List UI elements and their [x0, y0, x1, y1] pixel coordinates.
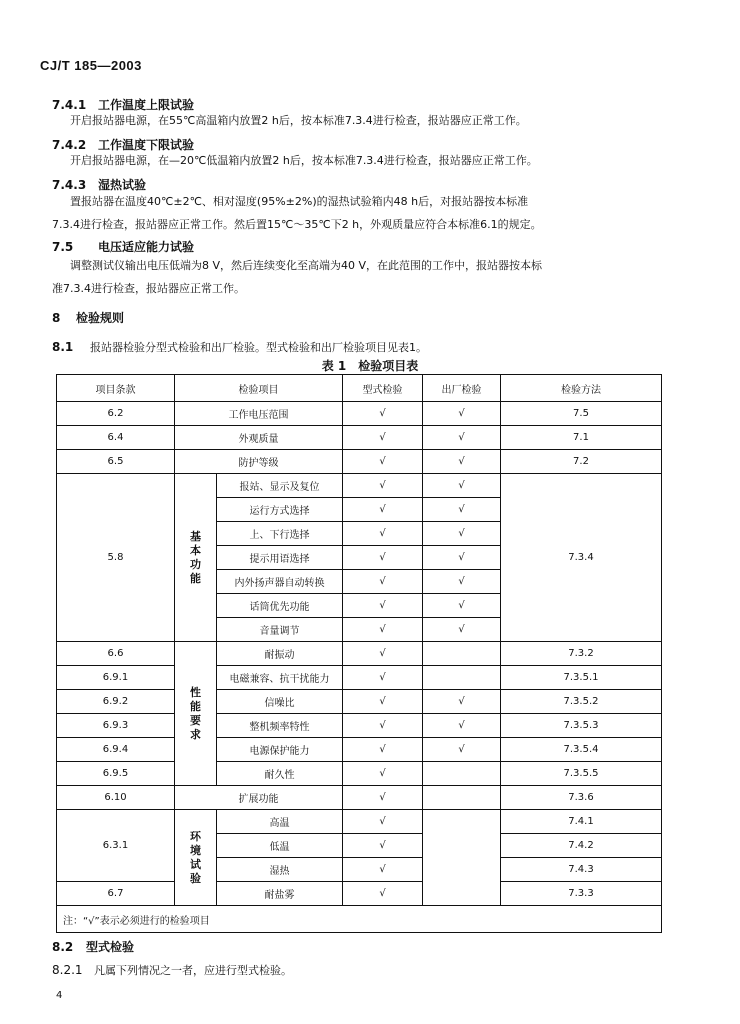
cell-empty [423, 762, 501, 786]
cell-clause: 6.10 [57, 786, 175, 810]
cell-check: √ [423, 402, 501, 426]
paragraph-8-2-1: 8.2.1 凡属下列情况之一者，应进行型式检验。 [52, 963, 292, 977]
cell-check: √ [343, 618, 423, 642]
paragraph-7-4-3-line2: 7.3.4进行检查，报站器应正常工作。然后置15℃～35℃下2 h，外观质量应符合本标准6.1的规定。 [52, 218, 542, 231]
cell-item: 提示用语选择 [217, 546, 343, 570]
paragraph-7-4-2: 开启报站器电源，在—20℃低温箱内放置2 h后，按本标准7.3.4进行检查，报站器应正常工作。 [70, 154, 538, 167]
cell-item: 耐久性 [217, 762, 343, 786]
table-row [57, 666, 662, 690]
table-row [57, 426, 662, 450]
cell-empty [423, 810, 501, 906]
paragraph-7-4-1: 开启报站器电源，在55℃高温箱内放置2 h后，按本标准7.3.4进行检查，报站器应正常工作。 [70, 114, 527, 127]
cell-clause: 6.9.4 [57, 738, 175, 762]
cell-clause: 6.9.3 [57, 714, 175, 738]
cell-method: 7.3.5.3 [501, 714, 662, 738]
paragraph-7-5-line1: 调整测试仪输出电压低端为8 V，然后连续变化至高端为40 V，在此范围的工作中，报站器按本标 [70, 259, 543, 272]
cell-method: 7.4.1 [501, 810, 662, 834]
cell-check: √ [423, 498, 501, 522]
cell-item: 话筒优先功能 [217, 594, 343, 618]
header-type-test: 型式检验 [343, 375, 423, 402]
cell-method: 7.3.5.1 [501, 666, 662, 690]
cell-item: 上、下行选择 [217, 522, 343, 546]
table-row [57, 690, 662, 714]
paragraph-8-1: 8.1 报站器检验分型式检验和出厂检验。型式检验和出厂检验项目见表1。 [52, 340, 427, 354]
cell-check: √ [343, 474, 423, 498]
cell-check: √ [343, 402, 423, 426]
table-row [57, 882, 662, 906]
cell-check: √ [343, 786, 423, 810]
table-caption: 表 1 检验项目表 [321, 359, 419, 373]
table-row [57, 714, 662, 738]
section-heading-7-4-3: 7.4.3 湿热试验 [52, 178, 147, 192]
cell-method: 7.3.4 [501, 474, 662, 642]
header-item: 项目条款 [57, 375, 175, 402]
cell-check: √ [423, 546, 501, 570]
cell-check: √ [423, 618, 501, 642]
cell-check: √ [423, 594, 501, 618]
cell-item: 高温 [217, 810, 343, 834]
inspection-items-table [56, 374, 662, 933]
cell-check: √ [423, 570, 501, 594]
cell-check: √ [343, 714, 423, 738]
cell-check: √ [343, 522, 423, 546]
cell-item: 外观质量 [175, 426, 343, 450]
cell-empty [423, 786, 501, 810]
cell-check: √ [423, 714, 501, 738]
table-header-row [57, 375, 662, 402]
cell-check: √ [343, 810, 423, 834]
cell-item: 电磁兼容、抗干扰能力 [217, 666, 343, 690]
cell-method: 7.5 [501, 402, 662, 426]
cell-clause: 5.8 [57, 474, 175, 642]
cell-method: 7.3.6 [501, 786, 662, 810]
cell-check: √ [423, 474, 501, 498]
cell-clause: 6.9.1 [57, 666, 175, 690]
cell-check: √ [423, 522, 501, 546]
cell-item: 信噪比 [217, 690, 343, 714]
table-row [57, 642, 662, 666]
cell-clause: 6.4 [57, 426, 175, 450]
section-heading-7-4-2: 7.4.2 工作温度下限试验 [52, 138, 195, 152]
section-heading-8: 8 检验规则 [52, 311, 125, 325]
cell-item: 内外扬声器自动转换 [217, 570, 343, 594]
cell-check: √ [423, 426, 501, 450]
table-row [57, 810, 662, 834]
cell-check: √ [343, 882, 423, 906]
cell-item: 工作电压范围 [175, 402, 343, 426]
cell-check: √ [423, 738, 501, 762]
cell-method: 7.3.3 [501, 882, 662, 906]
cell-empty [423, 666, 501, 690]
cell-method: 7.3.5.5 [501, 762, 662, 786]
cell-method: 7.4.2 [501, 834, 662, 858]
paragraph-7-4-3-line1: 置报站器在温度40℃±2℃、相对湿度(95%±2%)的湿热试验箱内48 h后，对报站器按本标准 [70, 195, 529, 208]
cell-method: 7.3.5.4 [501, 738, 662, 762]
cell-clause: 6.7 [57, 882, 175, 906]
group-label-environment: 环境试验 [175, 810, 217, 906]
cell-method: 7.3.5.2 [501, 690, 662, 714]
cell-item: 防护等级 [175, 450, 343, 474]
table-note: 注：“√”表示必须进行的检验项目 [57, 906, 662, 933]
cell-item: 报站、显示及复位 [217, 474, 343, 498]
cell-check: √ [343, 594, 423, 618]
table-note-row [57, 906, 662, 933]
table-row [57, 450, 662, 474]
cell-method: 7.1 [501, 426, 662, 450]
cell-check: √ [343, 762, 423, 786]
cell-clause: 6.2 [57, 402, 175, 426]
header-method: 检验方法 [501, 375, 662, 402]
table-row [57, 786, 662, 810]
cell-check: √ [343, 570, 423, 594]
header-content: 检验项目 [175, 375, 343, 402]
cell-check: √ [423, 450, 501, 474]
cell-check: √ [343, 738, 423, 762]
document-header: CJ/T 185—2003 [40, 58, 142, 73]
page-number: 4 [56, 990, 63, 1001]
table-row [57, 474, 662, 498]
section-heading-7-5: 7.5 电压适应能力试验 [52, 240, 195, 254]
table-row [57, 762, 662, 786]
cell-item: 耐盐雾 [217, 882, 343, 906]
cell-check: √ [343, 546, 423, 570]
cell-check: √ [343, 666, 423, 690]
cell-method: 7.2 [501, 450, 662, 474]
cell-method: 7.3.2 [501, 642, 662, 666]
cell-item: 扩展功能 [175, 786, 343, 810]
cell-method: 7.4.3 [501, 858, 662, 882]
group-label-performance: 性能要求 [175, 642, 217, 786]
cell-clause: 6.5 [57, 450, 175, 474]
cell-clause: 6.6 [57, 642, 175, 666]
cell-item: 整机频率特性 [217, 714, 343, 738]
cell-check: √ [423, 690, 501, 714]
paragraph-7-5-line2: 准7.3.4进行检查，报站器应正常工作。 [52, 282, 245, 295]
cell-check: √ [343, 858, 423, 882]
cell-item: 电源保护能力 [217, 738, 343, 762]
cell-clause: 6.9.5 [57, 762, 175, 786]
cell-check: √ [343, 426, 423, 450]
cell-item: 运行方式选择 [217, 498, 343, 522]
header-factory-test: 出厂检验 [423, 375, 501, 402]
cell-clause: 6.3.1 [57, 810, 175, 882]
cell-check: √ [343, 498, 423, 522]
cell-check: √ [343, 450, 423, 474]
cell-empty [423, 642, 501, 666]
cell-item: 耐振动 [217, 642, 343, 666]
cell-item: 音量调节 [217, 618, 343, 642]
table-row [57, 402, 662, 426]
cell-item: 湿热 [217, 858, 343, 882]
cell-clause: 6.9.2 [57, 690, 175, 714]
cell-check: √ [343, 690, 423, 714]
cell-item: 低温 [217, 834, 343, 858]
group-label-basic: 基本功能 [175, 474, 217, 642]
section-heading-7-4-1: 7.4.1 工作温度上限试验 [52, 98, 195, 112]
cell-check: √ [343, 834, 423, 858]
cell-check: √ [343, 642, 423, 666]
table-row [57, 738, 662, 762]
section-heading-8-2: 8.2 型式检验 [52, 940, 135, 954]
